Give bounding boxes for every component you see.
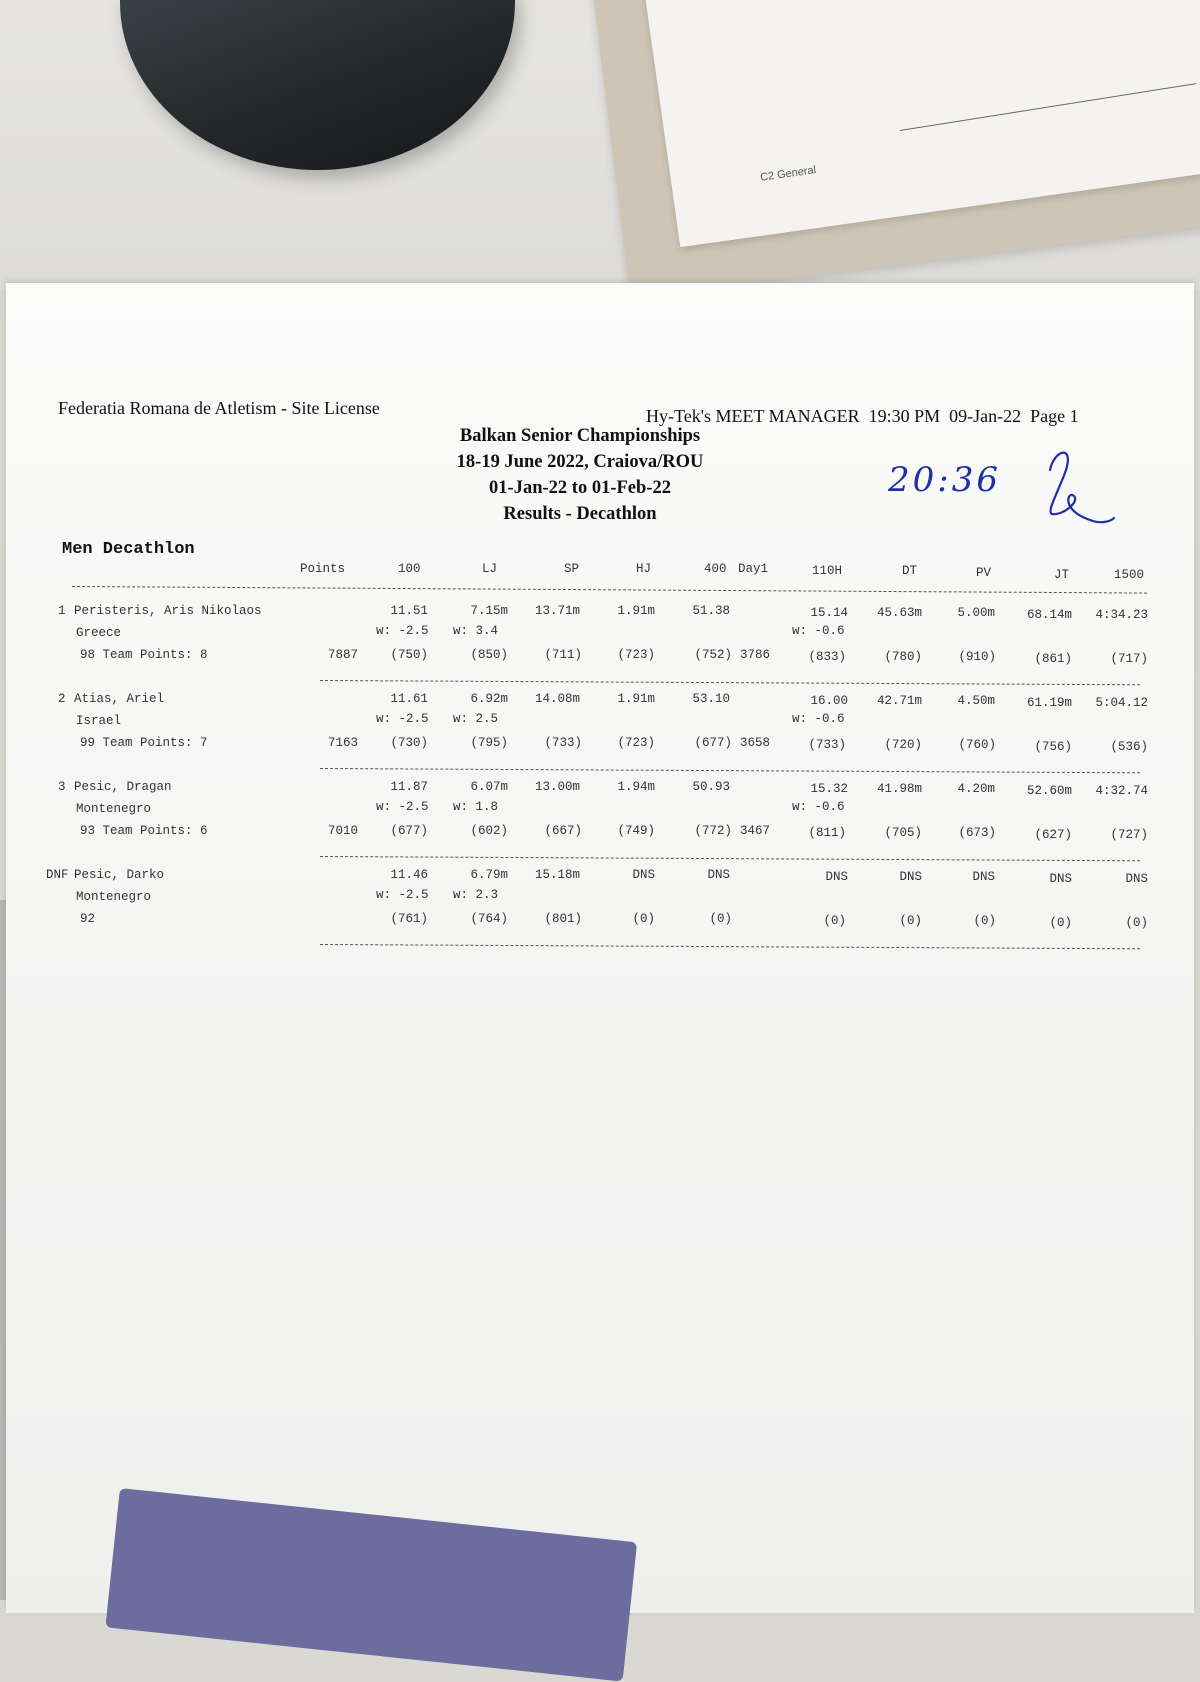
day1-total: 3467 bbox=[739, 824, 770, 838]
athlete-country: Montenegro bbox=[76, 890, 152, 904]
points-lj: (850) bbox=[470, 648, 508, 662]
points-100: (750) bbox=[390, 648, 428, 662]
col-dt: DT bbox=[902, 564, 918, 578]
wind-reading: w: 3.4 bbox=[453, 624, 499, 638]
athlete-name: Pesic, Dragan bbox=[74, 780, 172, 794]
points-hj: (749) bbox=[617, 824, 655, 838]
points-1500: (0) bbox=[1125, 916, 1148, 930]
points-1500: (717) bbox=[1110, 652, 1148, 666]
col-jt: JT bbox=[1054, 568, 1070, 582]
col-hj: HJ bbox=[636, 562, 652, 576]
mark-jt: 52.60m bbox=[1026, 784, 1072, 798]
mark-100: 11.61 bbox=[390, 692, 428, 706]
wind-reading: w: -2.5 bbox=[376, 624, 429, 638]
mark-pv: 4.20m bbox=[957, 782, 995, 796]
mark-400: 51.38 bbox=[692, 604, 730, 618]
athlete-total-points: 7163 bbox=[327, 736, 358, 750]
points-hj: (0) bbox=[632, 912, 655, 926]
mark-sp: 15.18m bbox=[534, 868, 580, 882]
points-lj: (764) bbox=[470, 912, 508, 926]
athlete-place: DNF bbox=[46, 868, 69, 882]
col-points: Points bbox=[300, 562, 346, 576]
mark-dt: 42.71m bbox=[876, 694, 922, 708]
col-lj: LJ bbox=[482, 562, 498, 576]
athlete-team-points: 93 Team Points: 6 bbox=[80, 824, 208, 838]
day1-total: 3786 bbox=[739, 648, 770, 662]
points-pv: (673) bbox=[958, 826, 996, 840]
mark-hj: DNS bbox=[632, 868, 655, 882]
athlete-place: 1 bbox=[58, 604, 66, 618]
points-jt: (756) bbox=[1034, 740, 1072, 754]
meet-title: Balkan Senior Championships bbox=[459, 426, 701, 446]
col-sp: SP bbox=[564, 562, 580, 576]
athlete-country: Montenegro bbox=[76, 802, 152, 816]
mark-hj: 1.94m bbox=[617, 780, 655, 794]
athlete-name: Atias, Ariel bbox=[74, 692, 165, 706]
athlete-name: Peristeris, Aris Nikolaos bbox=[74, 604, 262, 618]
col-day1: Day1 bbox=[738, 562, 769, 576]
wind-reading: w: 2.5 bbox=[453, 712, 499, 726]
wind-reading: w: -0.6 bbox=[792, 800, 845, 814]
col-pv: PV bbox=[976, 566, 992, 580]
mark-dt: DNS bbox=[899, 870, 922, 884]
athlete-team-points: 99 Team Points: 7 bbox=[80, 736, 208, 750]
wind-reading: w: -2.5 bbox=[376, 800, 429, 814]
points-400: (677) bbox=[694, 736, 732, 750]
mark-1500: 4:32.74 bbox=[1095, 784, 1148, 798]
points-100: (677) bbox=[390, 824, 428, 838]
points-jt: (627) bbox=[1034, 828, 1072, 842]
wind-reading: w: -0.6 bbox=[792, 624, 845, 638]
mark-lj: 6.92m bbox=[470, 692, 508, 706]
points-dt: (720) bbox=[884, 738, 922, 752]
mark-dt: 41.98m bbox=[876, 782, 922, 796]
points-pv: (760) bbox=[958, 738, 996, 752]
points-1500: (536) bbox=[1110, 740, 1148, 754]
points-dt: (0) bbox=[899, 914, 922, 928]
athlete-place: 2 bbox=[58, 692, 66, 706]
points-dt: (705) bbox=[884, 826, 922, 840]
wind-reading: w: 1.8 bbox=[453, 800, 499, 814]
mark-pv: 5.00m bbox=[957, 606, 995, 620]
points-dt: (780) bbox=[884, 650, 922, 664]
mark-jt: DNS bbox=[1049, 872, 1072, 886]
athlete-name: Pesic, Darko bbox=[74, 868, 165, 882]
points-lj: (602) bbox=[470, 824, 508, 838]
mark-110h: DNS bbox=[825, 870, 848, 884]
points-jt: (861) bbox=[1034, 652, 1072, 666]
mark-lj: 6.07m bbox=[470, 780, 508, 794]
meet-manager-header: Hy-Tek's MEET MANAGER 19:30 PM 09-Jan-22 Page 1 bbox=[646, 406, 1079, 426]
mark-hj: 1.91m bbox=[617, 692, 655, 706]
points-100: (730) bbox=[390, 736, 428, 750]
col-100: 100 bbox=[398, 562, 421, 576]
mark-100: 11.87 bbox=[390, 780, 428, 794]
points-jt: (0) bbox=[1049, 916, 1072, 930]
points-100: (761) bbox=[390, 912, 428, 926]
handwritten-signature bbox=[1040, 440, 1120, 530]
col-110h: 110H bbox=[812, 564, 843, 578]
mark-110h: 15.32 bbox=[810, 782, 848, 796]
athlete-team-points: 98 Team Points: 8 bbox=[80, 648, 208, 662]
points-1500: (727) bbox=[1110, 828, 1148, 842]
mark-sp: 14.08m bbox=[534, 692, 580, 706]
athlete-total-points: 7010 bbox=[327, 824, 358, 838]
points-110h: (833) bbox=[808, 650, 846, 664]
points-sp: (801) bbox=[544, 912, 582, 926]
points-400: (752) bbox=[694, 648, 732, 662]
mark-pv: DNS bbox=[972, 870, 995, 884]
mark-lj: 6.79m bbox=[470, 868, 508, 882]
points-sp: (667) bbox=[544, 824, 582, 838]
mark-sp: 13.00m bbox=[534, 780, 580, 794]
mark-lj: 7.15m bbox=[470, 604, 508, 618]
points-hj: (723) bbox=[617, 648, 655, 662]
points-sp: (711) bbox=[544, 648, 582, 662]
mark-1500: 4:34.23 bbox=[1095, 608, 1148, 622]
mark-1500: DNS bbox=[1125, 872, 1148, 886]
points-110h: (811) bbox=[808, 826, 846, 840]
mark-400: 50.93 bbox=[692, 780, 730, 794]
site-license-header: Federatia Romana de Atletism - Site License bbox=[58, 398, 380, 418]
day1-total: 3658 bbox=[739, 736, 770, 750]
points-400: (772) bbox=[694, 824, 732, 838]
meet-dates: 18-19 June 2022, Craiova/ROU bbox=[456, 452, 704, 472]
mark-1500: 5:04.12 bbox=[1095, 696, 1148, 710]
wind-reading: w: -2.5 bbox=[376, 888, 429, 902]
handwritten-time: 20:36 bbox=[888, 460, 1001, 500]
folder-label: C2 General bbox=[759, 164, 817, 184]
mark-110h: 15.14 bbox=[810, 606, 848, 620]
points-110h: (0) bbox=[823, 914, 846, 928]
mark-100: 11.46 bbox=[390, 868, 428, 882]
date-range: 01-Jan-22 to 01-Feb-22 bbox=[489, 478, 671, 498]
mark-400: DNS bbox=[707, 868, 730, 882]
points-pv: (910) bbox=[958, 650, 996, 664]
points-sp: (733) bbox=[544, 736, 582, 750]
mark-sp: 13.71m bbox=[534, 604, 580, 618]
mark-400: 53.10 bbox=[692, 692, 730, 706]
athlete-place: 3 bbox=[58, 780, 66, 794]
athlete-total-points: 7887 bbox=[327, 648, 358, 662]
results-title: Results - Decathlon bbox=[503, 504, 657, 524]
points-400: (0) bbox=[709, 912, 732, 926]
wind-reading: w: 2.3 bbox=[453, 888, 499, 902]
mark-100: 11.51 bbox=[390, 604, 428, 618]
mark-hj: 1.91m bbox=[617, 604, 655, 618]
mark-pv: 4.50m bbox=[957, 694, 995, 708]
athlete-country: Israel bbox=[76, 714, 122, 728]
wind-reading: w: -2.5 bbox=[376, 712, 429, 726]
col-400: 400 bbox=[704, 562, 727, 576]
athlete-country: Greece bbox=[76, 626, 122, 640]
athlete-team-points: 92 bbox=[80, 912, 96, 926]
mark-jt: 68.14m bbox=[1026, 608, 1072, 622]
col-1500: 1500 bbox=[1114, 568, 1145, 582]
mark-jt: 61.19m bbox=[1026, 696, 1072, 710]
points-110h: (733) bbox=[808, 738, 846, 752]
wind-reading: w: -0.6 bbox=[792, 712, 845, 726]
points-hj: (723) bbox=[617, 736, 655, 750]
mark-110h: 16.00 bbox=[810, 694, 848, 708]
points-pv: (0) bbox=[973, 914, 996, 928]
points-lj: (795) bbox=[470, 736, 508, 750]
mark-dt: 45.63m bbox=[876, 606, 922, 620]
event-title: Men Decathlon bbox=[62, 540, 195, 559]
